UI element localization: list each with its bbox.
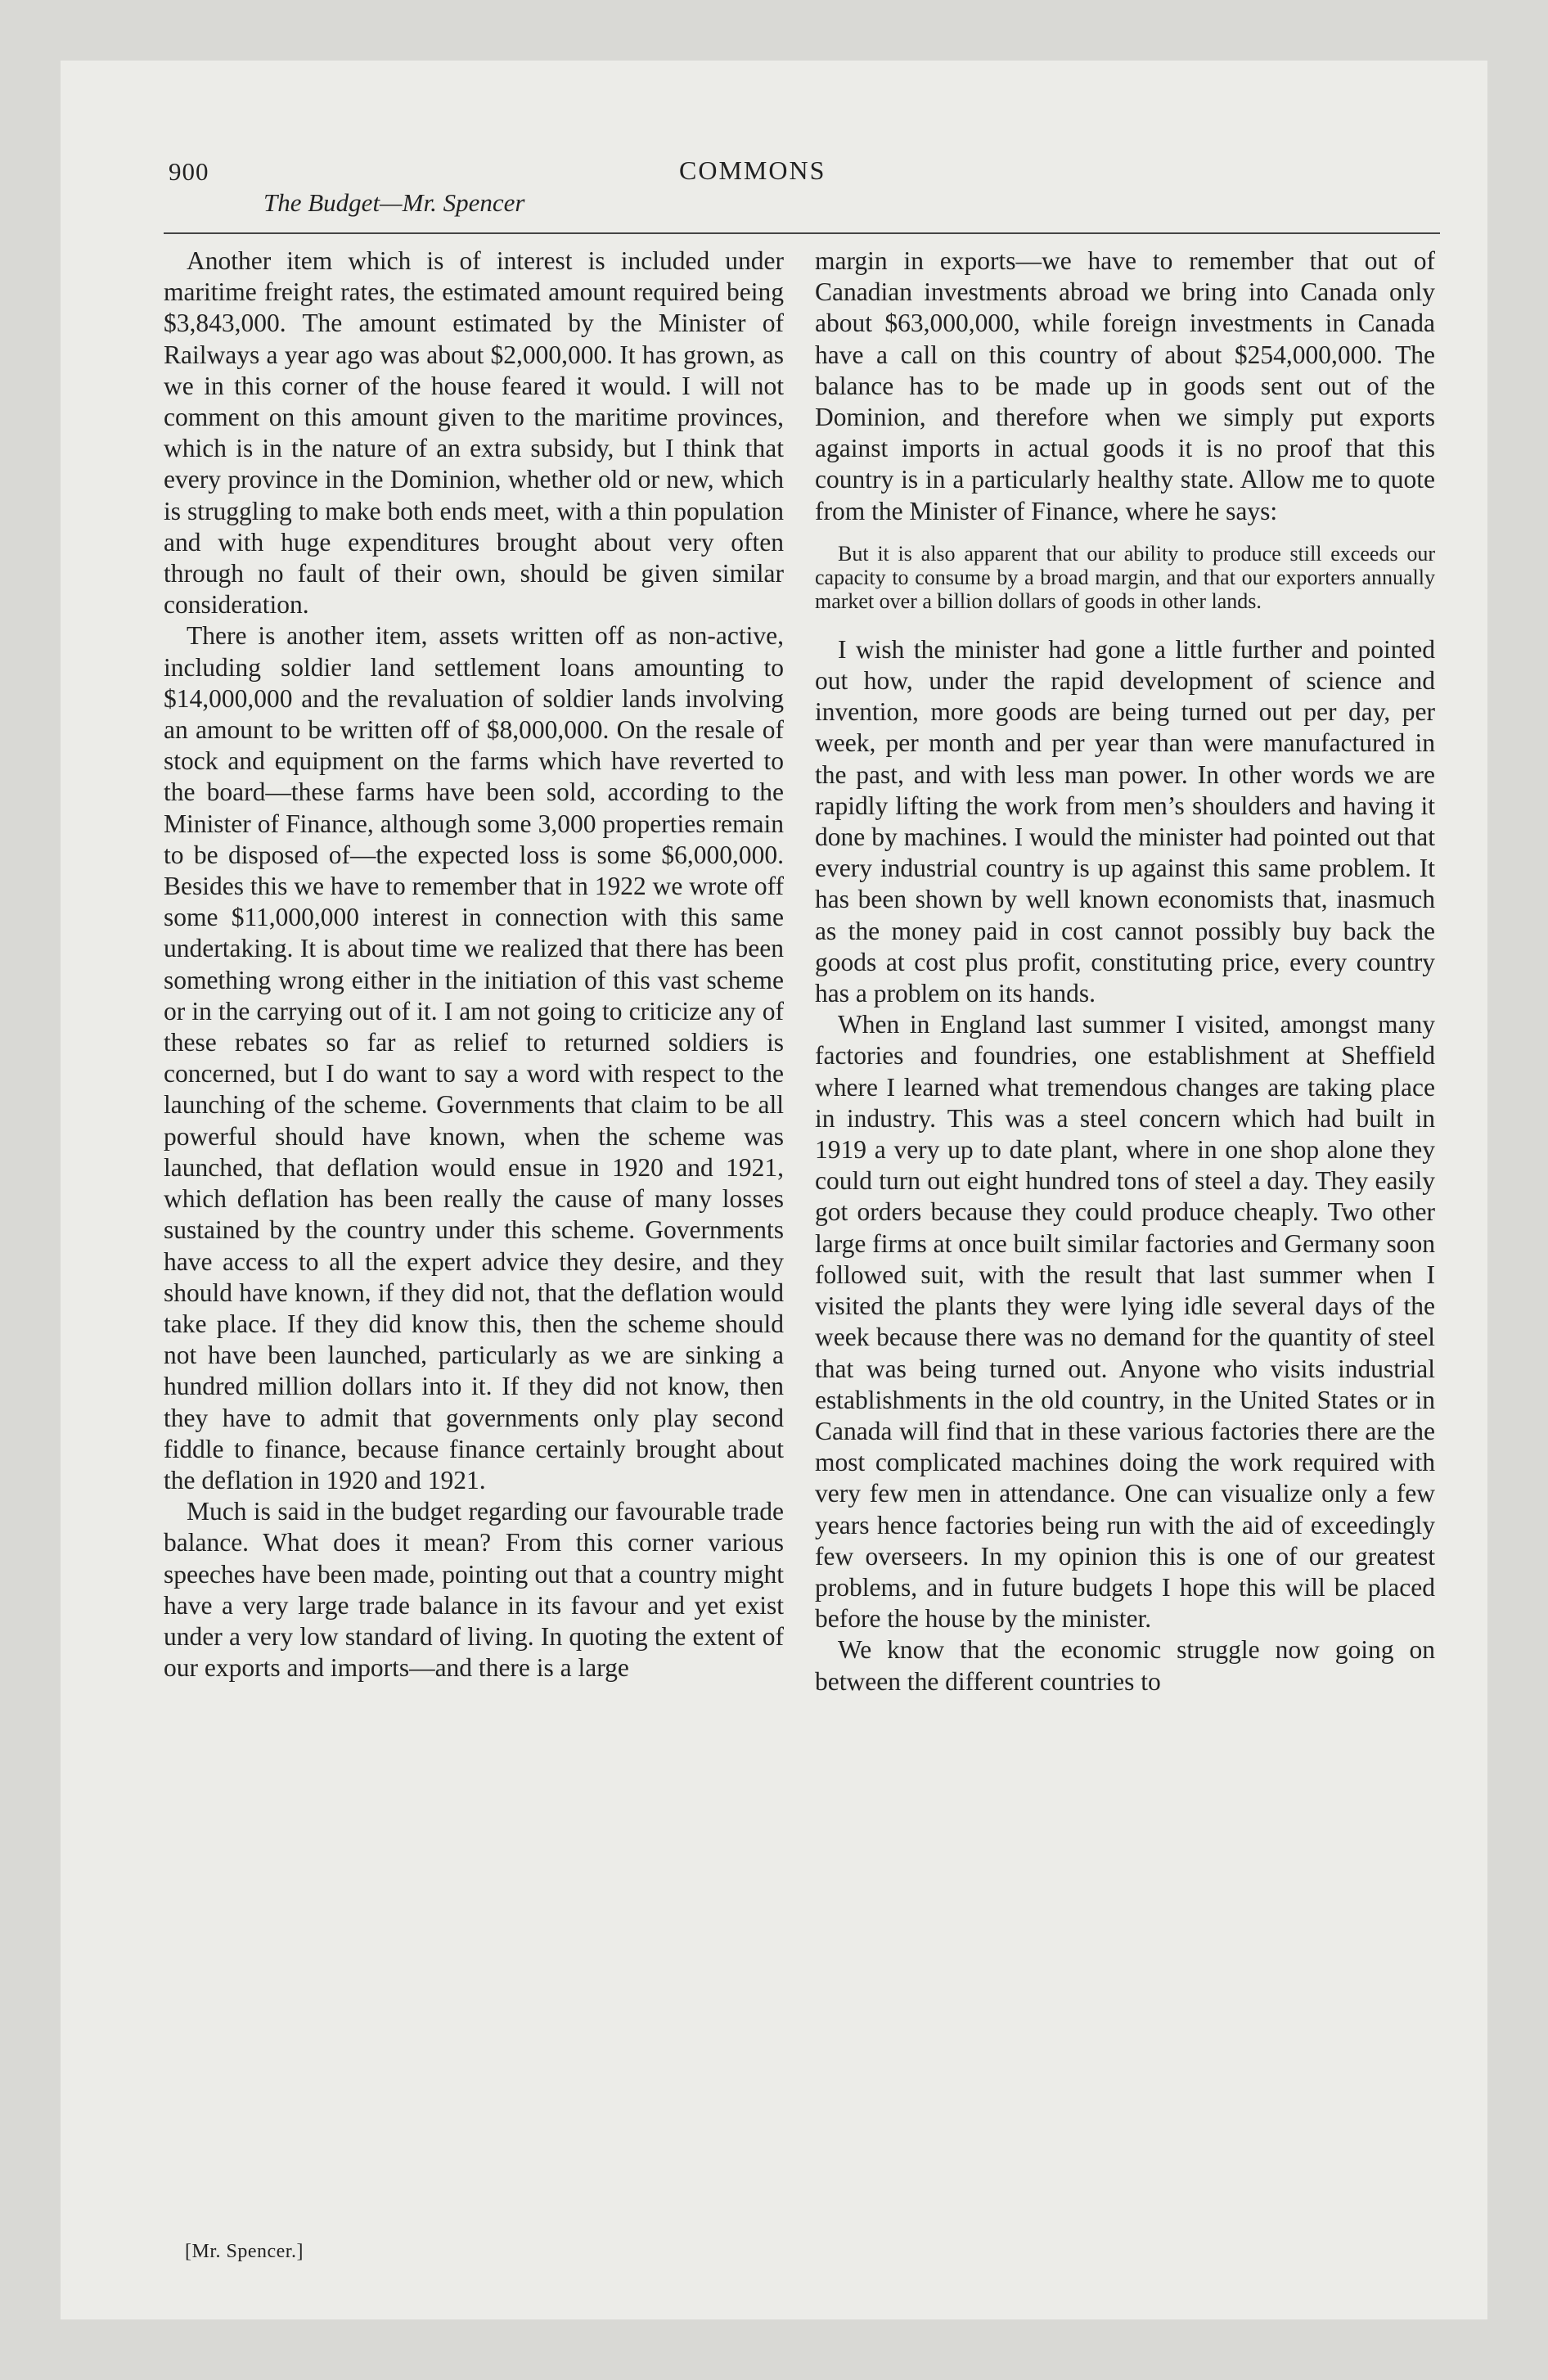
right-column (815, 246, 1435, 1697)
paragraph-maritime-freight: Another item which is of interest is included under maritime freight rates, the estimated amount required being $3,843,000. The amount estimated by the Minister of Railways a year ago was about $2,000,000. It has grown, as we in this corner of the house feared it would. I will not comment on this amount given to the maritime provinces, which is in the nature of an extra subsidy, but I think that every province in the Dominion, whether old or new, which is struggling to make both ends meet, with a thin population and with huge expenditures brought about very often through no fault of their own, should be given similar consideration. (164, 246, 784, 620)
page-number: 900 (169, 157, 209, 186)
paragraph-trade-balance: Much is said in the budget regarding our favourable trade balance. What does it mean? From this corner various speeches have been made, pointing out that a country might have a very large trade balance in its favour and yet exist under a very low standard of living. In quoting the extent of our exports and imports—and there is a large (164, 1497, 784, 1683)
paragraph-economic-struggle: We know that the economic struggle now going on between the different countries to (815, 1635, 1435, 1696)
header-rule (164, 232, 1440, 234)
running-title: COMMONS (679, 156, 826, 185)
paragraph-soldier-settlement: There is another item, assets written off as non-active, including soldier land settlement loans amounting to $14,000,000 and the revaluation of soldier lands involving an amount to be written off of $8,000,000. On the resale of stock and equipment on the farms which have reverted to the board—these farms have been sold, according to the Minister of Finance, although some 3,000 properties remain to be disposed of—the expected loss is some $6,000,000. Besides this we have to remember that in 1922 we wrote off some $11,000,000 interest in connection with this same undertaking. It is about time we realized that there has been something wrong either in the initiation of this vast scheme or in the carrying out of it. I am not going to criticize any of these rebates so far as relief to returned soldiers is concerned, but I do want to say a word with respect to the launching of the scheme. Governments that claim to be all powerful should have known, when the scheme was launched, that deflation would ensue in 1920 and 1921, which deflation has been really the cause of many losses sustained by the country under this scheme. Governments have access to all the expert advice they desire, and they should have known, if they did not, that the deflation would take place. If they did know this, then the scheme should not have been launched, particularly as we are sinking a hundred million dollars into it. If they did not know, then they have to admit that governments only play second fiddle to finance, because finance certainly brought about the deflation in 1920 and 1921. (164, 621, 784, 1494)
left-column (164, 246, 784, 1684)
speaker-attribution: [Mr. Spencer.] (185, 2241, 304, 2262)
minister-quotation: But it is also apparent that our ability to produce still exceeds our capacity to consume by a broad margin, and that our exporters annually market over a billion dollars of goods in other lands. (815, 541, 1435, 613)
paragraph-continuation: margin in exports—we have to remember that out of Canadian investments abroad we bring into Canada only about $63,000,000, while foreign investments in Canada have a call on this country of about $254,000,000. The balance has to be made up in goods sent out of the Dominion, and therefore when we simply put exports against imports in actual goods it is no proof that this country is in a particularly healthy state. Allow me to quote from the Minister of Finance, where he says: (815, 246, 1435, 525)
paragraph-sheffield: When in England last summer I visited, amongst many factories and foundries, one establishment at Sheffield where I learned what tremendous changes are taking place in industry. This was a steel concern which had built in 1919 a very up to date plant, where in one shop alone they could turn out eight hundred tons of steel a day. They easily got orders because they could produce cheaply. Two other large firms at once built similar factories and Germany soon followed suit, with the result that last summer when I visited the plants they were lying idle several days of the week because there was no demand for the quantity of steel that was being turned out. Anyone who visits industrial establishments in the old country, in the United States or in Canada will find that in these various factories there are the most complicated machines doing the work required with very few men in attendance. One can visualize only a few years hence factories being run with the aid of exceedingly few overseers. In my opinion this is one of our greatest problems, and in future budgets I hope this will be placed before the house by the minister. (815, 1010, 1435, 1634)
page-subtitle: The Budget—Mr. Spencer (263, 188, 525, 217)
paragraph-machines: I wish the minister had gone a little further and pointed out how, under the rapid development of science and invention, more goods are being turned out per day, per week, per month and per year than were manufactured in the past, and with less man power. In other words we are rapidly lifting the work from men’s shoulders and having it done by machines. I would the minister had pointed out that every industrial country is up against this same problem. It has been shown by well known economists that, inasmuch as the money paid in cost cannot possibly buy back the goods at cost plus profit, constituting price, every country has a problem on its hands. (815, 634, 1435, 1008)
